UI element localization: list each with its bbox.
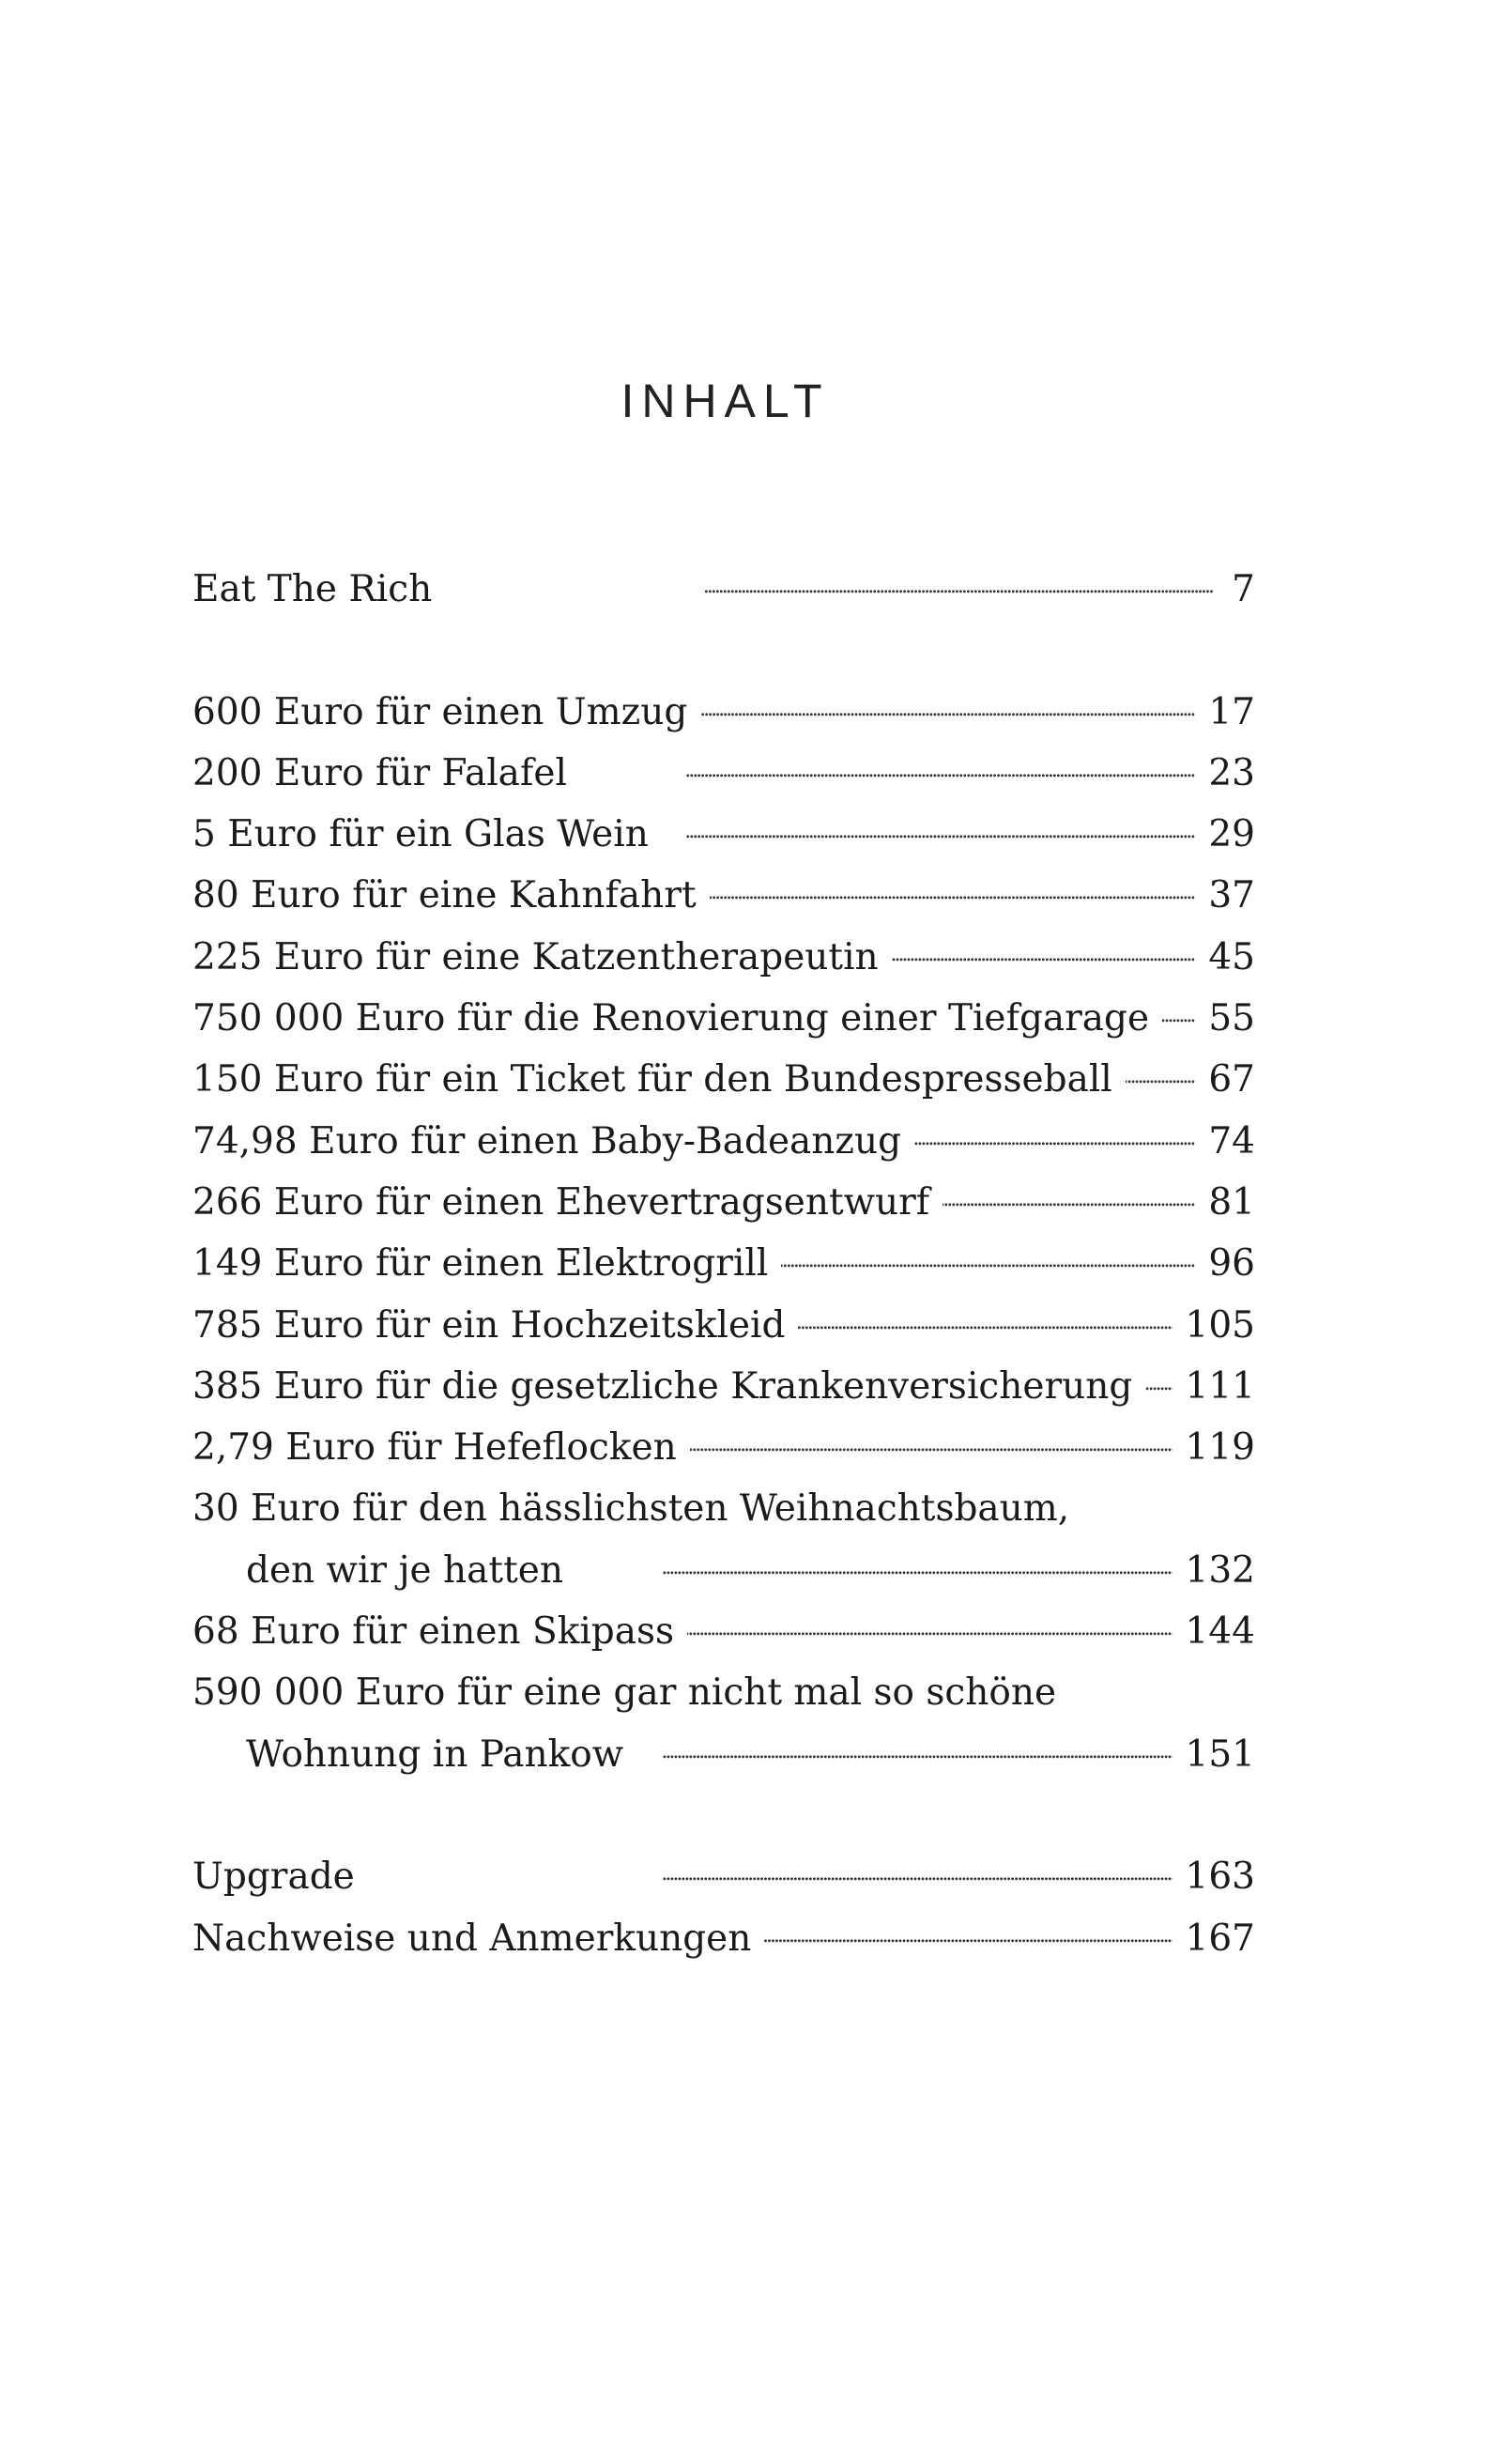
toc-entry-title: 225 Euro für eine Katzentherapeutin: [192, 935, 879, 978]
toc-entry-page: 132: [1185, 1548, 1255, 1592]
dot-leader: [580, 748, 1195, 785]
toc-entry-skipass[interactable]: [192, 1601, 1255, 1662]
toc-intro-group: [192, 559, 1255, 620]
toc-chapters-group: [192, 682, 1255, 1785]
dot-leader: [687, 1607, 1172, 1643]
toc-entry-title: 74,98 Euro für einen Baby-Badeanzug: [192, 1119, 902, 1163]
dot-leader: [1145, 1362, 1172, 1398]
dot-leader: [710, 870, 1196, 907]
dot-leader: [690, 1423, 1172, 1459]
toc-entry-katzentherapeutin[interactable]: [192, 927, 1255, 988]
dot-leader: [798, 1301, 1172, 1337]
toc-entry-krankenversicherung[interactable]: [192, 1356, 1255, 1417]
toc-entry-hefeflocken[interactable]: [192, 1417, 1255, 1478]
toc-entry-nachweise[interactable]: [192, 1908, 1255, 1969]
toc-entry-page: 74: [1208, 1119, 1255, 1163]
toc-entry-title: 150 Euro für ein Ticket für den Bundespresseball: [192, 1058, 1112, 1101]
toc-entry-falafel[interactable]: [192, 743, 1255, 804]
toc-entry-page: 7: [1232, 568, 1255, 610]
dot-leader: [781, 1239, 1195, 1275]
toc-entry-title-line1: 30 Euro für den hässlichsten Weihnachtsbaum,: [192, 1487, 1070, 1531]
toc-entry-title: 68 Euro für einen Skipass: [192, 1610, 675, 1654]
dot-leader: [700, 687, 1195, 724]
dot-leader: [576, 1546, 1172, 1582]
toc-entry-bundespresseball[interactable]: [192, 1049, 1255, 1110]
toc-entry-page: 67: [1208, 1058, 1255, 1101]
toc-entry-page: 163: [1185, 1856, 1255, 1899]
toc-entry-title: 200 Euro für Falafel: [192, 751, 567, 794]
toc-entry-page: 45: [1208, 935, 1255, 978]
toc-entry-elektrogrill[interactable]: [192, 1233, 1255, 1294]
toc-entry-page: 96: [1208, 1242, 1255, 1286]
toc-entry-page: 119: [1185, 1426, 1255, 1470]
toc-entry-page: 37: [1208, 874, 1255, 917]
toc-entry-title: 750 000 Euro für die Renovierung einer Tiefgarage: [192, 997, 1150, 1040]
toc-entry-title: Eat The Rich: [192, 568, 433, 610]
toc-entry-page: 55: [1208, 997, 1255, 1040]
toc-entry-title: Upgrade: [192, 1856, 355, 1899]
toc-entry-kahnfahrt[interactable]: [192, 865, 1255, 926]
toc-entry-page: 23: [1208, 751, 1255, 794]
toc-entry-title: 80 Euro für eine Kahnfahrt: [192, 874, 697, 917]
dot-leader: [914, 1116, 1195, 1153]
toc-entry-wohnung-pankow[interactable]: [192, 1662, 1255, 1785]
toc-entry-title: Nachweise und Anmerkungen: [192, 1917, 752, 1960]
dot-leader: [943, 1178, 1195, 1214]
toc-entry-title: 385 Euro für die gesetzliche Krankenversicherung: [192, 1364, 1133, 1408]
toc-entry-page: 17: [1208, 690, 1255, 733]
toc-entry-ehevertragsentwurf[interactable]: [192, 1172, 1255, 1233]
toc-entry-title: 785 Euro für ein Hochzeitskleid: [192, 1303, 786, 1347]
toc-entry-page: 81: [1208, 1180, 1255, 1224]
toc-entry-title-line2: den wir je hatten: [246, 1548, 563, 1592]
toc-entry-title-line1: 590 000 Euro für eine gar nicht mal so schöne: [192, 1671, 1057, 1715]
toc-entry-title: 2,79 Euro für Hefeflocken: [192, 1426, 677, 1470]
toc-appendix-group: [192, 1846, 1255, 1969]
dot-leader: [636, 1730, 1172, 1766]
group-spacer: [192, 620, 1255, 681]
toc-entry-title: 149 Euro für einen Elektrogrill: [192, 1242, 769, 1286]
dot-leader: [1162, 993, 1195, 1030]
toc-entry-glas-wein[interactable]: [192, 804, 1255, 865]
table-of-contents: [192, 559, 1255, 1969]
page-title: INHALT: [621, 375, 830, 427]
toc-entry-eat-the-rich[interactable]: [192, 559, 1255, 620]
toc-entry-title: 266 Euro für einen Ehevertragsentwurf: [192, 1180, 930, 1224]
toc-entry-title: 5 Euro für ein Glas Wein: [192, 813, 649, 856]
toc-entry-baby-badeanzug[interactable]: [192, 1111, 1255, 1172]
toc-entry-weihnachtsbaum[interactable]: [192, 1478, 1255, 1601]
toc-entry-page: 111: [1185, 1364, 1255, 1408]
toc-entry-umzug[interactable]: [192, 682, 1255, 743]
toc-entry-tiefgarage[interactable]: [192, 988, 1255, 1049]
toc-entry-page: 29: [1208, 813, 1255, 856]
dot-leader: [1126, 1055, 1196, 1091]
toc-entry-page: 151: [1185, 1732, 1255, 1776]
dot-leader: [764, 1914, 1172, 1950]
toc-entry-page: 105: [1185, 1303, 1255, 1347]
toc-entry-page: 144: [1185, 1610, 1255, 1654]
dot-leader: [445, 564, 1214, 601]
dot-leader: [662, 809, 1196, 846]
toc-entry-upgrade[interactable]: [192, 1846, 1255, 1907]
group-spacer: [192, 1785, 1255, 1846]
toc-entry-title-line2: Wohnung in Pankow: [246, 1732, 624, 1776]
toc-entry-title: 600 Euro für einen Umzug: [192, 690, 688, 733]
dot-leader: [892, 932, 1196, 969]
toc-entry-hochzeitskleid[interactable]: [192, 1295, 1255, 1356]
dot-leader: [368, 1852, 1172, 1888]
toc-entry-page: 167: [1185, 1917, 1255, 1960]
